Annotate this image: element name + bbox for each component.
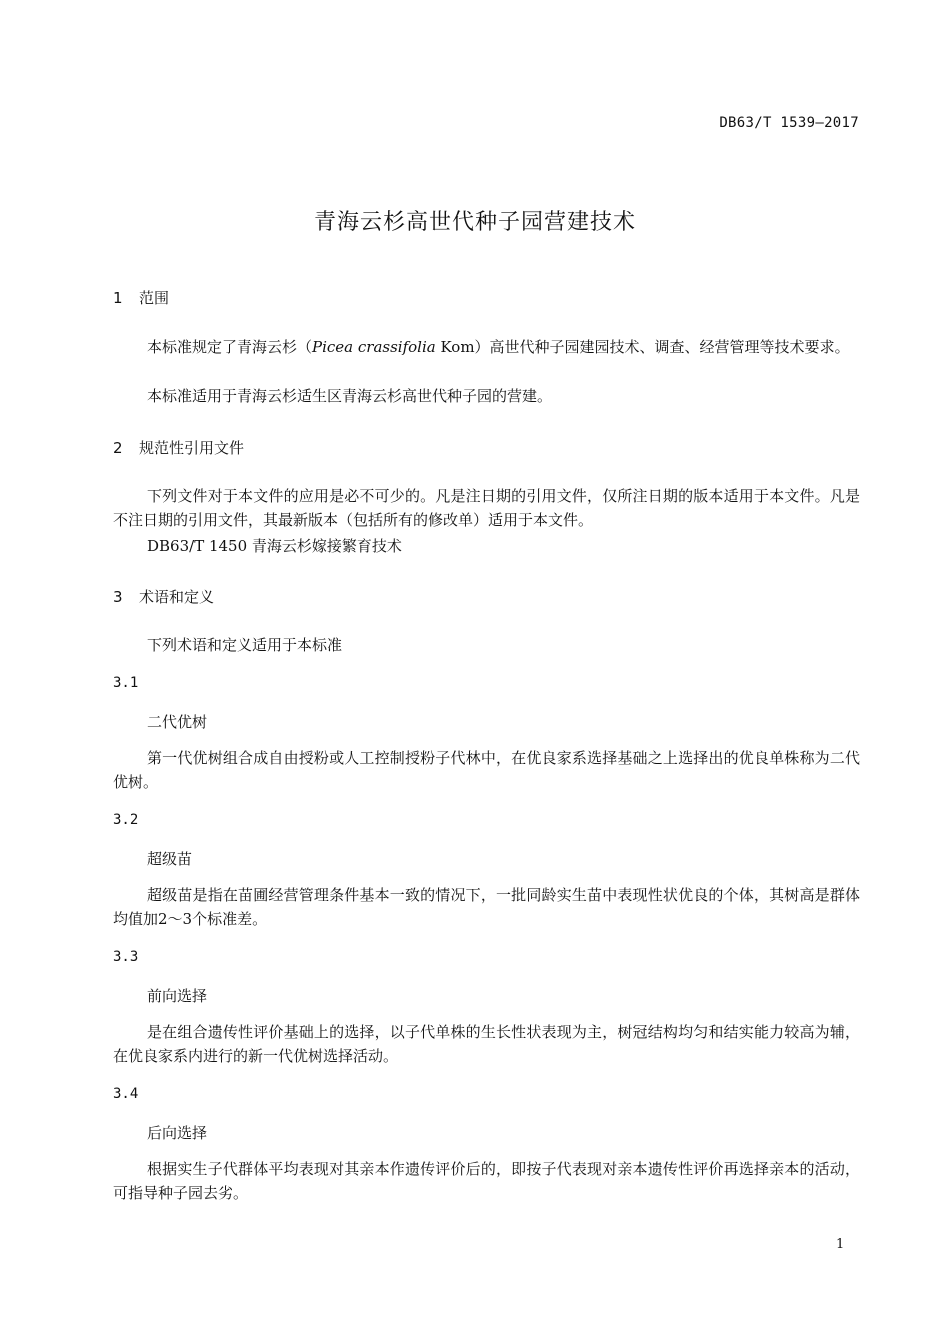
term-definition: 是在组合遗传性评价基础上的选择，以子代单株的生长性状表现为主，树冠结构均匀和结实能力较高为辅，在优良家系内进行的新一代优树选择活动。 bbox=[113, 1023, 860, 1065]
term-name: 前向选择 bbox=[147, 987, 208, 1005]
section-1-paragraph-1 bbox=[113, 335, 860, 359]
term-number: 3.1 bbox=[113, 675, 139, 691]
section-title: 规范性引用文件 bbox=[139, 439, 245, 457]
term-name: 后向选择 bbox=[147, 1124, 208, 1142]
normative-reference: DB63/T 1450 青海云杉嫁接繁育技术 bbox=[147, 537, 402, 555]
section-1-paragraph-2: 本标准适用于青海云杉适生区青海云杉高世代种子园的营建。 bbox=[147, 387, 553, 405]
term-number: 3.2 bbox=[113, 812, 139, 828]
standard-code: DB63/T 1539—2017 bbox=[719, 115, 859, 131]
paragraph-text: Kom）高世代种子园建园技术、调查、经营管理等技术要求。 bbox=[435, 338, 850, 356]
section-1-heading bbox=[113, 287, 169, 308]
section-title: 术语和定义 bbox=[139, 588, 215, 606]
section-number: 2 bbox=[113, 439, 123, 457]
section-2-heading bbox=[113, 437, 244, 458]
term-definition: 根据实生子代群体平均表现对其亲本作遗传评价后的，即按子代表现对亲本遗传性评价再选择亲本的活动，可指导种子园去劣。 bbox=[113, 1160, 860, 1202]
term-definition: 第一代优树组合成自由授粉或人工控制授粉子代林中，在优良家系选择基础之上选择出的优良单株称为二代优树。 bbox=[113, 749, 860, 791]
section-number: 1 bbox=[113, 289, 123, 307]
section-3-intro: 下列术语和定义适用于本标准 bbox=[147, 636, 343, 654]
page-number: 1 bbox=[836, 1237, 845, 1252]
section-number: 3 bbox=[113, 588, 123, 606]
term-number: 3.3 bbox=[113, 949, 139, 965]
section-2-paragraph-1: 下列文件对于本文件的应用是必不可少的。凡是注日期的引用文件，仅所注日期的版本适用于本文件。凡是不注日期的引用文件，其最新版本（包括所有的修改单）适用于本文件。 bbox=[113, 487, 860, 529]
term-name: 超级苗 bbox=[147, 850, 193, 868]
paragraph-text: 本标准规定了青海云杉（ bbox=[147, 338, 313, 356]
term-definition: 超级苗是指在苗圃经营管理条件基本一致的情况下，一批同龄实生苗中表现性状优良的个体，其树高是群体均值加2～3个标准差。 bbox=[113, 886, 860, 928]
section-3-heading bbox=[113, 586, 214, 607]
term-number: 3.4 bbox=[113, 1086, 139, 1102]
document-title: 青海云杉高世代种子园营建技术 bbox=[313, 210, 636, 235]
latin-name: Picea crassifolia bbox=[312, 338, 436, 356]
section-title: 范围 bbox=[139, 289, 170, 307]
term-name: 二代优树 bbox=[147, 713, 208, 731]
